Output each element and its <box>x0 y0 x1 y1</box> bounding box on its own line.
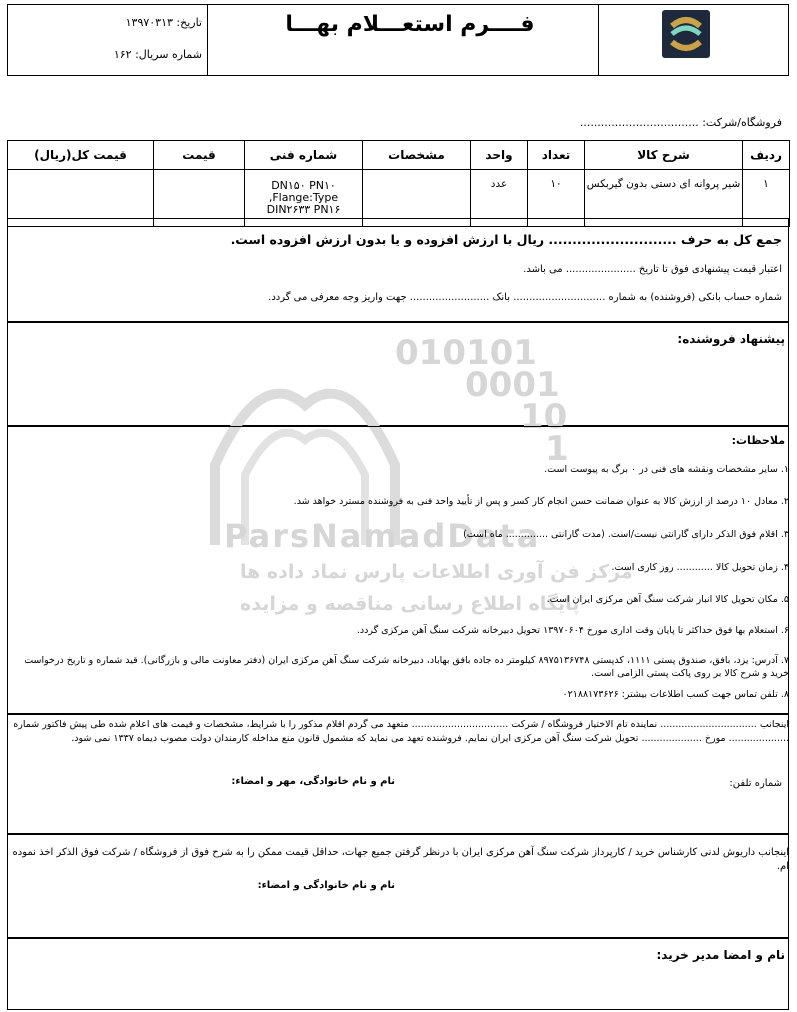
cell-index: ۱ <box>743 170 790 227</box>
note-item-2: ۲. معادل ۱۰ درصد از ارزش کالا به عنوان ضمانت حسن انجام کار کسر و پس از تأیید واحد فنی به فروشنده مسترد خواهد شد. <box>293 496 789 507</box>
watermark-brand: ParsNamadData <box>224 517 541 555</box>
watermark-fa-line-1: مرکز فن آوری اطلاعات پارس نماد داده ها <box>240 561 633 583</box>
note-item-6: ۶. استعلام بها فوق حداکثر تا پایان وقت اداری مورخ ۱۳۹۷۰۶۰۴ تحویل دبیرخانه شرکت سنگ آهن مرکزی گردد. <box>356 625 789 636</box>
serial-label: شماره سریال: ۱۶۲ <box>113 48 202 61</box>
commitment-text: اینجانب ................................ نماینده تام الاختیار فروشگاه / شرکت ................................ متعهد می گردم اقلام مذکور را با شرایط، مشخصات و قیمت های اعلام شده طی پیش فاکتور شماره .................... مورخ .................... تحویل شرکت سنگ آهن مرکزی ایران نمایم. فروشنده تعهد می نماید که مشمول قانون منع مداخله کارمندان دولت مصوب دیماه ۱۳۳۷ نمی شود. <box>13 719 789 744</box>
form-title: فــــرم استعـــلام بهـــا <box>285 12 535 37</box>
col-header-specs: مشخصات <box>363 141 471 170</box>
manager-signature-label: نام و امضا مدیر خرید: <box>656 948 785 962</box>
cell-quantity: ۱۰ <box>528 170 585 227</box>
note-item-4: ۴. زمان تحویل کالا ............ روز کاری است. <box>611 562 789 573</box>
phone-label: شماره تلفن: <box>729 778 782 789</box>
items-table <box>7 140 790 227</box>
col-header-tech-number: شماره فنی <box>245 141 363 170</box>
date-label: تاریخ: ۱۳۹۷۰۳۱۳ <box>125 16 202 29</box>
col-header-total: قیمت کل(ریال) <box>8 141 154 170</box>
note-item-1: ۱. سایر مشخصات ونقشه های فنی در ۰ برگ به پیوست است. <box>544 464 789 475</box>
header-divider-left <box>207 4 208 76</box>
header-divider-right <box>598 4 599 76</box>
col-header-description: شرح کالا <box>585 141 743 170</box>
company-logo-icon <box>662 10 710 58</box>
col-header-price: قیمت <box>154 141 245 170</box>
note-item-7: ۷. آدرس: یزد، بافق، صندوق پستی ۱۱۱۱، کدپستی ۸۹۷۵۱۳۶۷۴۸ کیلومتر ده جاده بافق بهاباد، دبیرخانه شرکت سنگ آهن مرکزی ایران (دفتر معاونت مالی و بازرگانی). قید شماره و تاریخ درخواست خرید و شرح کالا بر روی پاکت پستی الزامی است. <box>24 655 789 679</box>
watermark-digits-2: 0001 <box>465 365 560 405</box>
note-item-8: ۸. تلفن تماس جهت کسب اطلاعات بیشتر: ۰۲۱۸۸۱۷۳۶۲۶ <box>562 689 789 700</box>
bank-account: شماره حساب بانکی (فروشنده) به شماره ............................. بانک ......................... جهت واریز وجه معرفی می گردد. <box>268 292 782 303</box>
watermark-fa-line-2: پایگاه اطلاع رسانی مناقصه و مزایده <box>240 593 580 615</box>
col-header-index: ردیف <box>743 141 790 170</box>
seller-offer-title: پیشنهاد فروشنده: <box>677 332 785 346</box>
tech-line-1: DN۱۵۰ PN۱۰ <box>271 179 336 192</box>
cell-description: شیر پروانه ای دستی بدون گیربکس <box>585 170 743 227</box>
tech-line-3: DIN۲۶۳۳ PN۱۶ <box>266 203 341 216</box>
note-item-5: ۵. مکان تحویل کالا انبار شرکت سنگ آهن مرکزی ایران است. <box>546 594 789 605</box>
note-item-3: ۳. اقلام فوق الذکر دارای گارانتی نیست/است. (مدت گارانتی .............. ماه است) <box>463 529 789 540</box>
expert-signature-label: نام و نام خانوادگی و امضاء: <box>257 880 395 891</box>
notes-title: ملاحظات: <box>731 434 785 447</box>
store-line: فروشگاه/شرکت: .................................. <box>579 116 782 129</box>
watermark-digits-1: 010101 <box>395 333 537 373</box>
cell-unit: عدد <box>471 170 528 227</box>
seller-signature-label: نام و نام خانوادگی، مهر و امضاء: <box>231 776 395 787</box>
col-header-quantity: تعداد <box>528 141 585 170</box>
expert-text: اینجانب داریوش لدنی کارشناس خرید / کارپرداز شرکت سنگ آهن مرکزی ایران با درنظر گرفتن جمیع جهات، حداقل قیمت ممکن را به شرح فوق از فروشگاه / شرکت فوق الذکر اخذ نموده ام. <box>12 847 789 872</box>
sum-in-words: جمع کل به حرف ........................... ریال با ارزش افزوده و یا بدون ارزش افزوده است. <box>230 232 782 247</box>
col-header-unit: واحد <box>471 141 528 170</box>
tech-line-2: ,Flange:Type <box>268 191 339 204</box>
price-validity: اعتبار قیمت پیشنهادی فوق تا تاریخ ...................... می باشد. <box>523 264 782 275</box>
watermark-digits-4: 1 <box>545 429 569 469</box>
watermark-digits-3: 10 <box>520 397 568 437</box>
table-header-row <box>8 141 790 170</box>
seller-offer-box <box>7 322 789 426</box>
